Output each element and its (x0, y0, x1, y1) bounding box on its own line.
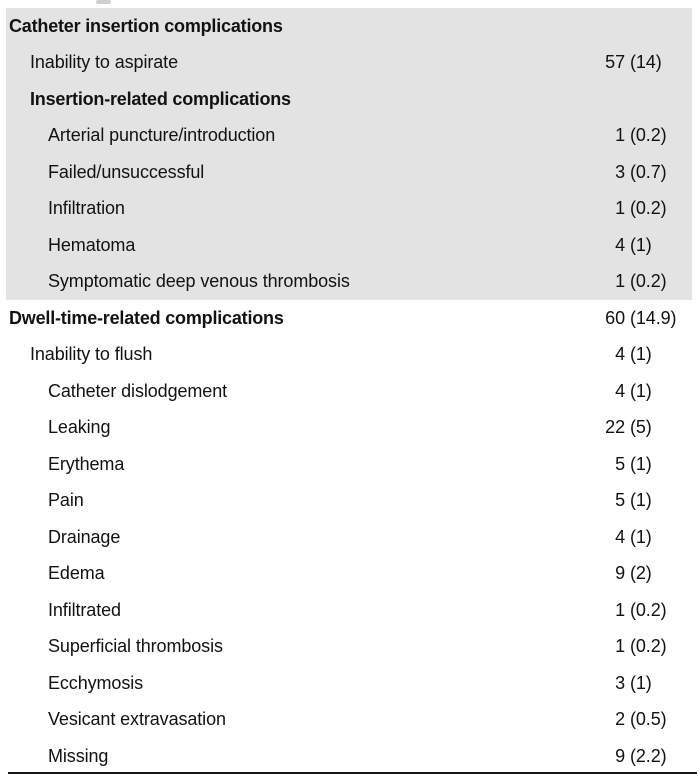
row-label: Infiltrated (48, 599, 121, 620)
row-label: Pain (48, 490, 84, 511)
table-row (0, 154, 700, 191)
percent-value: (14) (630, 52, 662, 73)
table-row (0, 592, 700, 629)
table-row (0, 8, 700, 45)
percent-value: (2) (630, 563, 652, 584)
row-label: Inability to aspirate (30, 52, 178, 73)
count-value: 1 (615, 198, 625, 219)
table-row (0, 45, 700, 82)
row-value (591, 381, 692, 402)
row-label: Infiltration (48, 198, 125, 219)
count-value: 1 (615, 125, 625, 146)
count-value: 4 (615, 380, 625, 401)
table-row (0, 483, 700, 520)
percent-value: (5) (630, 417, 652, 438)
scan-artifact-mark (96, 0, 111, 4)
table-row (0, 410, 700, 447)
count-value: 5 (615, 490, 625, 511)
count-value: 60 (605, 307, 625, 328)
row-value (591, 563, 692, 584)
row-label: Symptomatic deep venous thrombosis (48, 271, 350, 292)
percent-value: (2.2) (630, 745, 667, 766)
row-value (591, 709, 692, 730)
table-row (0, 556, 700, 593)
table-row (0, 702, 700, 739)
percent-value: (1) (630, 453, 652, 474)
count-value: 22 (605, 417, 625, 438)
row-label: Catheter insertion complications (9, 15, 283, 36)
row-label: Hematoma (48, 234, 136, 255)
table-bottom-rule (8, 772, 697, 774)
row-value (591, 198, 692, 219)
percent-value: (0.2) (630, 599, 667, 620)
row-label: Leaking (48, 417, 111, 438)
row-label: Arterial puncture/introduction (48, 125, 276, 146)
row-value (591, 490, 692, 511)
count-value: 4 (615, 526, 625, 547)
row-value (591, 52, 692, 73)
table-row (0, 665, 700, 702)
row-label: Dwell-time-related complications (9, 307, 284, 328)
percent-value: (1) (630, 526, 652, 547)
count-value: 4 (615, 344, 625, 365)
table-row (0, 264, 700, 301)
row-value (591, 454, 692, 475)
row-label: Vesicant extravasation (48, 709, 226, 730)
count-value: 2 (615, 709, 625, 730)
row-label: Superficial thrombosis (48, 636, 223, 657)
table-row (0, 300, 700, 337)
row-label: Missing (48, 745, 109, 766)
count-value: 4 (615, 234, 625, 255)
complications-table (0, 8, 700, 775)
row-value (591, 673, 692, 694)
row-label: Edema (48, 563, 105, 584)
row-value (591, 125, 692, 146)
count-value: 57 (605, 52, 625, 73)
row-value (591, 308, 692, 329)
percent-value: (0.2) (630, 125, 667, 146)
table-row (0, 337, 700, 374)
table-row (0, 191, 700, 228)
row-value (591, 344, 692, 365)
percent-value: (0.7) (630, 161, 667, 182)
percent-value: (1) (630, 490, 652, 511)
percent-value: (1) (630, 672, 652, 693)
count-value: 3 (615, 672, 625, 693)
row-value (591, 600, 692, 621)
table-row (0, 227, 700, 264)
percent-value: (0.2) (630, 636, 667, 657)
table-row (0, 373, 700, 410)
row-value (591, 527, 692, 548)
table-row (0, 81, 700, 118)
table-row (0, 446, 700, 483)
row-label: Drainage (48, 526, 121, 547)
percent-value: (0.5) (630, 709, 667, 730)
count-value: 3 (615, 161, 625, 182)
table-row (0, 118, 700, 155)
percent-value: (1) (630, 344, 652, 365)
table-row (0, 738, 700, 775)
row-label: Inability to flush (30, 344, 153, 365)
count-value: 9 (615, 745, 625, 766)
percent-value: (1) (630, 234, 652, 255)
count-value: 5 (615, 453, 625, 474)
row-value (591, 271, 692, 292)
row-value (591, 417, 692, 438)
row-value (591, 746, 692, 767)
count-value: 9 (615, 563, 625, 584)
count-value: 1 (615, 271, 625, 292)
row-label: Catheter dislodgement (48, 380, 228, 401)
table-row (0, 629, 700, 666)
row-value (591, 235, 692, 256)
count-value: 1 (615, 599, 625, 620)
row-label: Ecchymosis (48, 672, 144, 693)
row-label: Erythema (48, 453, 125, 474)
percent-value: (0.2) (630, 198, 667, 219)
row-label: Failed/unsuccessful (48, 161, 205, 182)
row-label: Insertion-related complications (30, 88, 291, 109)
percent-value: (1) (630, 380, 652, 401)
percent-value: (0.2) (630, 271, 667, 292)
row-value (591, 162, 692, 183)
percent-value: (14.9) (630, 307, 677, 328)
table-row (0, 519, 700, 556)
count-value: 1 (615, 636, 625, 657)
row-value (591, 636, 692, 657)
